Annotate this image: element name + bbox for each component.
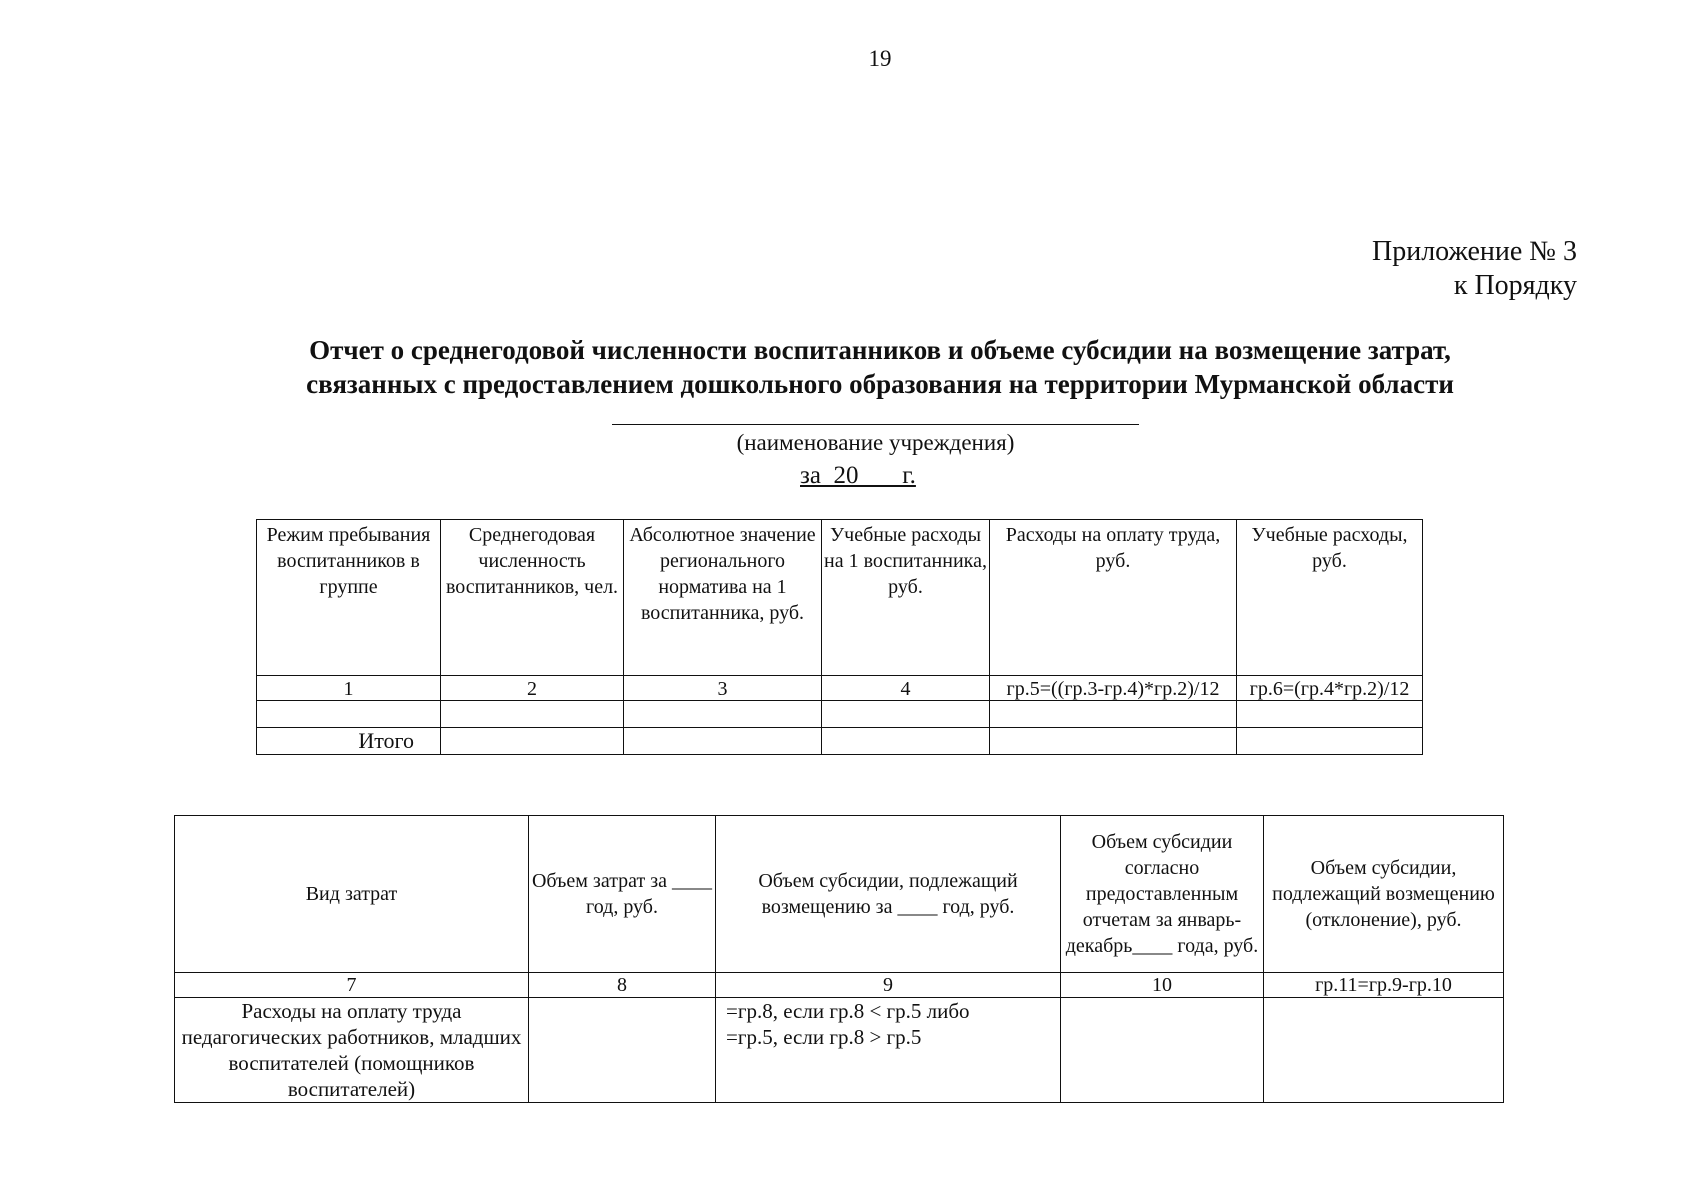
column-number: 7: [175, 973, 529, 998]
column-number: 4: [822, 676, 990, 701]
column-number: 10: [1061, 973, 1264, 998]
subsidy-volume-table: [174, 815, 1504, 1103]
report-title-line-2: связанных с предоставлением дошкольного образования на территории Мурманской области: [306, 369, 1454, 399]
appendix-number: Приложение № 3: [1372, 236, 1577, 267]
header-subsidy-per-reports: Объем субсидии согласно предоставленным отчетам за январь-декабрь____ года, руб.: [1061, 816, 1264, 973]
column-number: 3: [624, 676, 822, 701]
column-number: 9: [716, 973, 1061, 998]
header-subsidy-deviation: Объем субсидии, подлежащий возмещению (отклонение), руб.: [1264, 816, 1504, 973]
pupils-count-table: [256, 519, 1423, 755]
column-number: 1: [257, 676, 441, 701]
institution-name-line: [612, 424, 1139, 425]
header-educational-costs: Учебные расходы, руб.: [1237, 520, 1423, 676]
column-formula: гр.11=гр.9-гр.10: [1264, 973, 1504, 998]
header-average-count: Среднегодовая численность воспитанников, чел.: [441, 520, 624, 676]
column-number: 8: [529, 973, 716, 998]
institution-name-caption: (наименование учреждения): [736, 430, 1015, 455]
column-formula: гр.5=((гр.3-гр.4)*гр.2)/12: [990, 676, 1237, 701]
total-label: Итого: [257, 728, 441, 755]
header-subsidy-to-reimburse: Объем субсидии, подлежащий возмещению за ____ год, руб.: [716, 816, 1061, 973]
column-number-row: [175, 973, 1504, 998]
column-formula: гр.6=(гр.4*гр.2)/12: [1237, 676, 1423, 701]
header-costs-volume: Объем затрат за ____ год, руб.: [529, 816, 716, 973]
appendix-reference: [1372, 235, 1577, 303]
formula-line: =гр.8, если гр.8 < гр.5 либо: [726, 999, 970, 1023]
column-number: 2: [441, 676, 624, 701]
report-title-line-1: Отчет о среднегодовой численности воспитанников и объеме субсидии на возмещение затрат,: [309, 335, 1451, 365]
header-educational-per-pupil: Учебные расходы на 1 воспитанника, руб.: [822, 520, 990, 676]
total-row: [257, 728, 1423, 755]
table-header-row: [175, 816, 1504, 973]
header-regional-standard: Абсолютное значение регионального норматива на 1 воспитанника, руб.: [624, 520, 822, 676]
header-cost-type: Вид затрат: [175, 816, 529, 973]
subsidy-formula-cell: [716, 998, 1061, 1103]
page-number: 19: [868, 46, 892, 71]
header-stay-mode: Режим пребывания воспитанников в группе: [257, 520, 441, 676]
formula-line: =гр.5, если гр.8 > гр.5: [726, 1025, 922, 1049]
appendix-order: к Порядку: [1453, 270, 1577, 301]
report-period: за 20 г.: [800, 462, 916, 489]
table-header-row: [257, 520, 1423, 676]
report-title: [180, 333, 1580, 401]
table-row: [175, 998, 1504, 1103]
column-number-row: [257, 676, 1423, 701]
header-labor-costs: Расходы на оплату труда, руб.: [990, 520, 1237, 676]
table-row: [257, 701, 1423, 728]
cost-type-cell: Расходы на оплату труда педагогических работников, младших воспитателей (помощников воспитателей): [175, 998, 529, 1103]
